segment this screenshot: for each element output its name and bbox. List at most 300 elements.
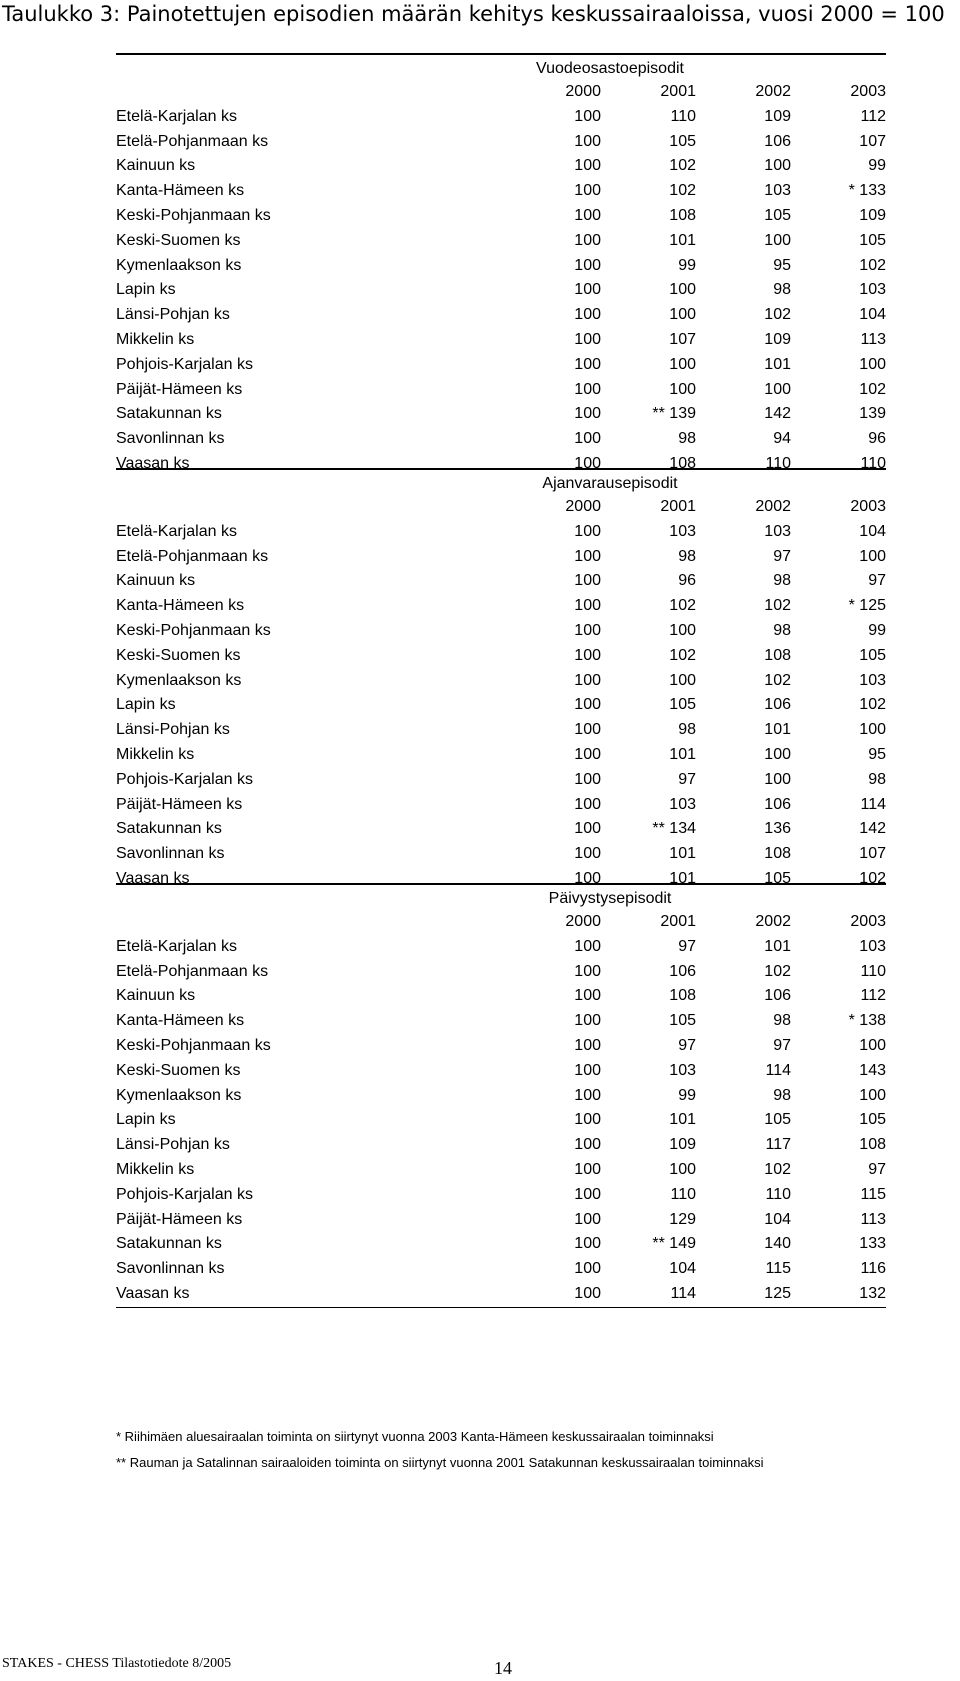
hospital-name: Keski-Suomen ks [116, 231, 241, 249]
index-value: 101 [669, 869, 696, 887]
index-value: 108 [669, 454, 696, 472]
hospital-name: Vaasan ks [116, 454, 190, 472]
index-value: 106 [764, 696, 791, 714]
index-value: 102 [669, 646, 696, 664]
hospital-name: Lapin ks [116, 1111, 176, 1129]
index-value: 100 [669, 671, 696, 689]
table-row [116, 1059, 886, 1084]
index-value: 100 [574, 1036, 601, 1054]
index-value: 100 [574, 206, 601, 224]
hospital-name: Kymenlaakson ks [116, 256, 242, 274]
index-value: 114 [765, 1061, 791, 1079]
index-value: 105 [764, 1111, 791, 1129]
table-row [116, 378, 886, 403]
index-value: 114 [860, 795, 886, 813]
index-value: 100 [574, 1136, 601, 1154]
index-value: 106 [764, 795, 791, 813]
table-row [116, 130, 886, 155]
hospital-name: Mikkelin ks [116, 745, 195, 763]
index-value: 105 [859, 1111, 886, 1129]
year-header-cell: 2000 [565, 913, 601, 930]
index-value: 104 [859, 306, 886, 324]
year-header-cell: 2003 [850, 83, 886, 100]
hospital-name: Vaasan ks [116, 869, 190, 887]
year-header-cell: 2000 [565, 83, 601, 100]
index-value: 107 [859, 845, 886, 863]
index-value: 97 [773, 1036, 791, 1054]
index-value: 97 [678, 1036, 696, 1054]
table-row [116, 427, 886, 452]
index-value: 101 [669, 231, 696, 249]
table-row [116, 793, 886, 818]
hospital-name: Savonlinnan ks [116, 430, 225, 448]
index-value: 109 [859, 206, 886, 224]
year-header-cell: 2001 [660, 913, 696, 930]
hospital-name: Kymenlaakson ks [116, 1086, 242, 1104]
index-value: 100 [574, 1160, 601, 1178]
index-value: 109 [764, 330, 791, 348]
index-value: 98 [678, 721, 696, 739]
index-value: 102 [764, 671, 791, 689]
hospital-name: Pohjois-Karjalan ks [116, 770, 253, 788]
index-value: 97 [678, 937, 696, 955]
index-value: 112 [860, 107, 886, 125]
index-value: 125 [764, 1284, 791, 1302]
index-value: 110 [765, 1185, 791, 1203]
index-value: 115 [765, 1260, 791, 1278]
index-value: 132 [859, 1284, 886, 1302]
section-top-rule [116, 883, 886, 885]
index-value: 100 [574, 795, 601, 813]
index-value: 100 [859, 1086, 886, 1104]
index-value: 100 [574, 380, 601, 398]
index-value: 116 [860, 1260, 886, 1278]
index-value: 97 [868, 1160, 886, 1178]
index-value: 100 [574, 330, 601, 348]
index-value: 100 [574, 987, 601, 1005]
year-header-cell: 2002 [755, 498, 791, 515]
index-value: 110 [860, 454, 886, 472]
index-value: 100 [764, 157, 791, 175]
year-header-spacer [116, 80, 506, 105]
index-value: 103 [669, 795, 696, 813]
table-row [116, 984, 886, 1009]
index-value: 100 [574, 355, 601, 373]
index-value: 110 [670, 107, 696, 125]
index-value: 100 [859, 355, 886, 373]
index-value: 95 [773, 256, 791, 274]
index-value: 95 [868, 745, 886, 763]
index-value: 112 [860, 987, 886, 1005]
index-value: 142 [764, 405, 791, 423]
hospital-name: Etelä-Karjalan ks [116, 522, 237, 540]
table-section [116, 53, 886, 477]
index-value: 100 [669, 621, 696, 639]
index-value: 100 [764, 770, 791, 788]
index-value: 106 [764, 987, 791, 1005]
index-value: 100 [574, 1086, 601, 1104]
index-value: 102 [859, 380, 886, 398]
index-value: 96 [678, 572, 696, 590]
table-row [116, 254, 886, 279]
index-value: 101 [669, 1111, 696, 1129]
table-row [116, 1208, 886, 1233]
hospital-name: Keski-Pohjanmaan ks [116, 1036, 271, 1054]
hospital-name: Päijät-Hämeen ks [116, 795, 243, 813]
index-value: 100 [574, 1185, 601, 1203]
table-row [116, 105, 886, 130]
table-row [116, 619, 886, 644]
year-header-spacer [116, 910, 506, 935]
hospital-name: Etelä-Karjalan ks [116, 937, 237, 955]
table-row [116, 1084, 886, 1109]
index-value: 100 [574, 132, 601, 150]
footnote-single-star: * Riihimäen aluesairaalan toiminta on siirtynyt vuonna 2003 Kanta-Hämeen keskussairaalan toiminnaksi [116, 1429, 714, 1444]
table-row [116, 1282, 886, 1308]
index-value: 108 [669, 987, 696, 1005]
hospital-name: Länsi-Pohjan ks [116, 721, 230, 739]
year-header-spacer [116, 495, 506, 520]
index-value: * 125 [848, 597, 886, 615]
hospital-name: Satakunnan ks [116, 820, 222, 838]
index-value: 98 [678, 430, 696, 448]
index-value: 100 [574, 572, 601, 590]
hospital-name: Etelä-Pohjanmaan ks [116, 132, 269, 150]
index-value: 102 [859, 256, 886, 274]
index-value: 114 [670, 1284, 696, 1302]
index-value: 103 [764, 522, 791, 540]
table-row [116, 229, 886, 254]
year-header-row [116, 495, 886, 520]
index-value: 107 [859, 132, 886, 150]
index-value: 98 [773, 1086, 791, 1104]
index-value: 100 [574, 962, 601, 980]
index-value: 100 [574, 745, 601, 763]
table-row [116, 1108, 886, 1133]
index-value: 100 [574, 522, 601, 540]
index-value: 101 [764, 355, 791, 373]
index-value: 101 [764, 937, 791, 955]
index-value: 110 [765, 454, 791, 472]
index-value: 99 [868, 157, 886, 175]
index-value: 129 [669, 1210, 696, 1228]
year-header-row [116, 80, 886, 105]
index-value: 104 [764, 1210, 791, 1228]
index-value: 108 [859, 1136, 886, 1154]
hospital-name: Kanta-Hämeen ks [116, 182, 245, 200]
hospital-name: Etelä-Pohjanmaan ks [116, 547, 269, 565]
index-value: 100 [574, 721, 601, 739]
table-row [116, 1158, 886, 1183]
table-row [116, 743, 886, 768]
index-value: 105 [669, 696, 696, 714]
index-value: 102 [764, 306, 791, 324]
table-section [116, 883, 886, 1308]
index-value: 113 [860, 1210, 886, 1228]
index-value: 113 [860, 330, 886, 348]
table-row [116, 328, 886, 353]
table-row [116, 817, 886, 842]
index-value: 104 [669, 1260, 696, 1278]
index-value: 98 [773, 572, 791, 590]
index-value: ** 134 [652, 820, 696, 838]
section-heading: Vuodeosastoepisodit [536, 60, 684, 77]
table-row [116, 842, 886, 867]
section-top-rule [116, 53, 886, 55]
index-value: 102 [859, 869, 886, 887]
table-row [116, 353, 886, 378]
index-value: 101 [669, 745, 696, 763]
table-row [116, 1257, 886, 1282]
index-value: * 133 [848, 182, 886, 200]
year-header-cell: 2003 [850, 913, 886, 930]
index-value: 100 [859, 547, 886, 565]
index-value: 110 [670, 1185, 696, 1203]
index-value: 108 [764, 646, 791, 664]
hospital-name: Kanta-Hämeen ks [116, 597, 245, 615]
table-row [116, 278, 886, 303]
table-row [116, 1034, 886, 1059]
table-row [116, 594, 886, 619]
index-value: 94 [773, 430, 791, 448]
index-value: 100 [574, 770, 601, 788]
hospital-name: Keski-Pohjanmaan ks [116, 206, 271, 224]
index-value: 97 [773, 547, 791, 565]
index-value: 100 [574, 547, 601, 565]
index-value: 98 [678, 547, 696, 565]
table-row [116, 693, 886, 718]
year-header-cell: 2002 [755, 83, 791, 100]
hospital-name: Kanta-Hämeen ks [116, 1012, 245, 1030]
index-value: 100 [669, 380, 696, 398]
hospital-name: Pohjois-Karjalan ks [116, 355, 253, 373]
index-value: 105 [669, 1012, 696, 1030]
table-row [116, 768, 886, 793]
index-value: 102 [669, 597, 696, 615]
index-value: 100 [574, 696, 601, 714]
year-header-cell: 2002 [755, 913, 791, 930]
index-value: 105 [859, 646, 886, 664]
index-value: 133 [859, 1235, 886, 1253]
index-value: 100 [574, 430, 601, 448]
index-value: 97 [678, 770, 696, 788]
index-value: 98 [773, 1012, 791, 1030]
index-value: 100 [859, 1036, 886, 1054]
hospital-name: Keski-Pohjanmaan ks [116, 621, 271, 639]
hospital-name: Kymenlaakson ks [116, 671, 242, 689]
index-value: 102 [764, 1160, 791, 1178]
year-header-cell: 2000 [565, 498, 601, 515]
index-value: 103 [669, 522, 696, 540]
index-value: * 138 [848, 1012, 886, 1030]
page-footer: STAKES - CHESS Tilastotiedote 8/2005 [2, 1656, 232, 1671]
table-row [116, 644, 886, 669]
hospital-name: Keski-Suomen ks [116, 1061, 241, 1079]
year-header-row [116, 910, 886, 935]
index-value: 103 [859, 937, 886, 955]
index-value: 100 [574, 231, 601, 249]
index-value: 136 [764, 820, 791, 838]
index-value: 101 [764, 721, 791, 739]
index-value: 100 [574, 646, 601, 664]
index-value: 100 [574, 454, 601, 472]
table-row [116, 179, 886, 204]
index-value: 100 [574, 869, 601, 887]
index-value: 102 [764, 962, 791, 980]
hospital-name: Keski-Suomen ks [116, 646, 241, 664]
hospital-name: Lapin ks [116, 281, 176, 299]
hospital-name: Länsi-Pohjan ks [116, 1136, 230, 1154]
footnotes [116, 1427, 764, 1479]
section-heading: Ajanvarausepisodit [542, 475, 678, 492]
footnote-double-star: ** Rauman ja Satalinnan sairaaloiden toiminta on siirtynyt vuonna 2001 Satakunnan keskussairaalan toiminnaksi [116, 1455, 764, 1470]
hospital-name: Mikkelin ks [116, 330, 195, 348]
index-value: 97 [868, 572, 886, 590]
year-header-cell: 2001 [660, 83, 696, 100]
table-row [116, 204, 886, 229]
hospital-name: Kainuun ks [116, 987, 196, 1005]
index-value: ** 149 [652, 1235, 696, 1253]
section-top-rule [116, 468, 886, 470]
index-value: 100 [764, 231, 791, 249]
index-value: 106 [669, 962, 696, 980]
table-row [116, 669, 886, 694]
hospital-name: Etelä-Pohjanmaan ks [116, 962, 269, 980]
index-value: 115 [860, 1185, 886, 1203]
index-value: 100 [859, 721, 886, 739]
index-value: 106 [764, 132, 791, 150]
index-value: 100 [669, 355, 696, 373]
index-value: 100 [574, 1210, 601, 1228]
table-row [116, 545, 886, 570]
index-value: 100 [764, 745, 791, 763]
index-value: 139 [859, 405, 886, 423]
index-value: 100 [669, 281, 696, 299]
index-value: 100 [574, 281, 601, 299]
index-value: 140 [764, 1235, 791, 1253]
hospital-name: Savonlinnan ks [116, 1260, 225, 1278]
index-value: 99 [678, 1086, 696, 1104]
index-value: 100 [669, 1160, 696, 1178]
index-value: 100 [574, 306, 601, 324]
index-value: 107 [669, 330, 696, 348]
index-value: 100 [574, 107, 601, 125]
table-row [116, 569, 886, 594]
index-value: 102 [669, 182, 696, 200]
hospital-name: Kainuun ks [116, 572, 196, 590]
index-value: 100 [764, 380, 791, 398]
hospital-name: Päijät-Hämeen ks [116, 1210, 243, 1228]
index-value: 142 [859, 820, 886, 838]
table-row [116, 960, 886, 985]
hospital-name: Savonlinnan ks [116, 845, 225, 863]
table-row [116, 1232, 886, 1257]
table-row [116, 1009, 886, 1034]
hospital-name: Satakunnan ks [116, 1235, 222, 1253]
index-value: 100 [574, 1111, 601, 1129]
index-value: 104 [859, 522, 886, 540]
hospital-name: Kainuun ks [116, 157, 196, 175]
index-value: 99 [678, 256, 696, 274]
hospital-name: Satakunnan ks [116, 405, 222, 423]
section-heading: Päivystysepisodit [548, 890, 672, 907]
hospital-name: Lapin ks [116, 696, 176, 714]
index-value: 100 [574, 597, 601, 615]
index-value: 100 [574, 405, 601, 423]
index-value: 100 [574, 1284, 601, 1302]
index-value: 100 [574, 937, 601, 955]
hospital-name: Länsi-Pohjan ks [116, 306, 230, 324]
index-value: 102 [764, 597, 791, 615]
index-value: 100 [574, 1260, 601, 1278]
index-value: 105 [764, 206, 791, 224]
hospital-name: Päijät-Hämeen ks [116, 380, 243, 398]
year-header-cell: 2001 [660, 498, 696, 515]
index-value: 143 [859, 1061, 886, 1079]
index-value: 98 [868, 770, 886, 788]
index-value: 108 [764, 845, 791, 863]
table-row [116, 1133, 886, 1158]
index-value: 102 [859, 696, 886, 714]
table-row [116, 154, 886, 179]
index-value: 100 [574, 182, 601, 200]
index-value: 100 [574, 845, 601, 863]
index-value: 109 [764, 107, 791, 125]
index-value: 105 [669, 132, 696, 150]
index-value: 103 [669, 1061, 696, 1079]
index-value: 100 [574, 621, 601, 639]
hospital-name: Pohjois-Karjalan ks [116, 1185, 253, 1203]
hospital-name: Etelä-Karjalan ks [116, 107, 237, 125]
index-value: 103 [764, 182, 791, 200]
table-row [116, 303, 886, 328]
table-section [116, 468, 886, 892]
hospital-name: Vaasan ks [116, 1284, 190, 1302]
index-value: 98 [773, 621, 791, 639]
index-value: 100 [574, 671, 601, 689]
index-value: 98 [773, 281, 791, 299]
index-value: 108 [669, 206, 696, 224]
index-value: 99 [868, 621, 886, 639]
table-row [116, 520, 886, 545]
index-value: 100 [574, 1012, 601, 1030]
table-title: Taulukko 3: Painotettujen episodien määrän kehitys keskussairaaloissa, vuosi 2000 = 100 [2, 2, 945, 26]
index-value: 109 [669, 1136, 696, 1154]
page-number: 14 [494, 1658, 512, 1678]
index-value: 105 [859, 231, 886, 249]
index-value: 117 [765, 1136, 791, 1154]
index-value: 105 [764, 869, 791, 887]
index-value: 101 [669, 845, 696, 863]
year-header-cell: 2003 [850, 498, 886, 515]
hospital-name: Mikkelin ks [116, 1160, 195, 1178]
index-value: 103 [859, 671, 886, 689]
index-value: 100 [574, 1061, 601, 1079]
index-value: 100 [574, 256, 601, 274]
index-value: 96 [868, 430, 886, 448]
index-value: 103 [859, 281, 886, 299]
table-row [116, 1183, 886, 1208]
index-value: 100 [574, 157, 601, 175]
index-value: 102 [669, 157, 696, 175]
index-value: ** 139 [652, 405, 696, 423]
index-value: 100 [574, 1235, 601, 1253]
index-value: 100 [574, 820, 601, 838]
index-value: 110 [860, 962, 886, 980]
index-value: 100 [669, 306, 696, 324]
table-row [116, 402, 886, 427]
table-row [116, 935, 886, 960]
